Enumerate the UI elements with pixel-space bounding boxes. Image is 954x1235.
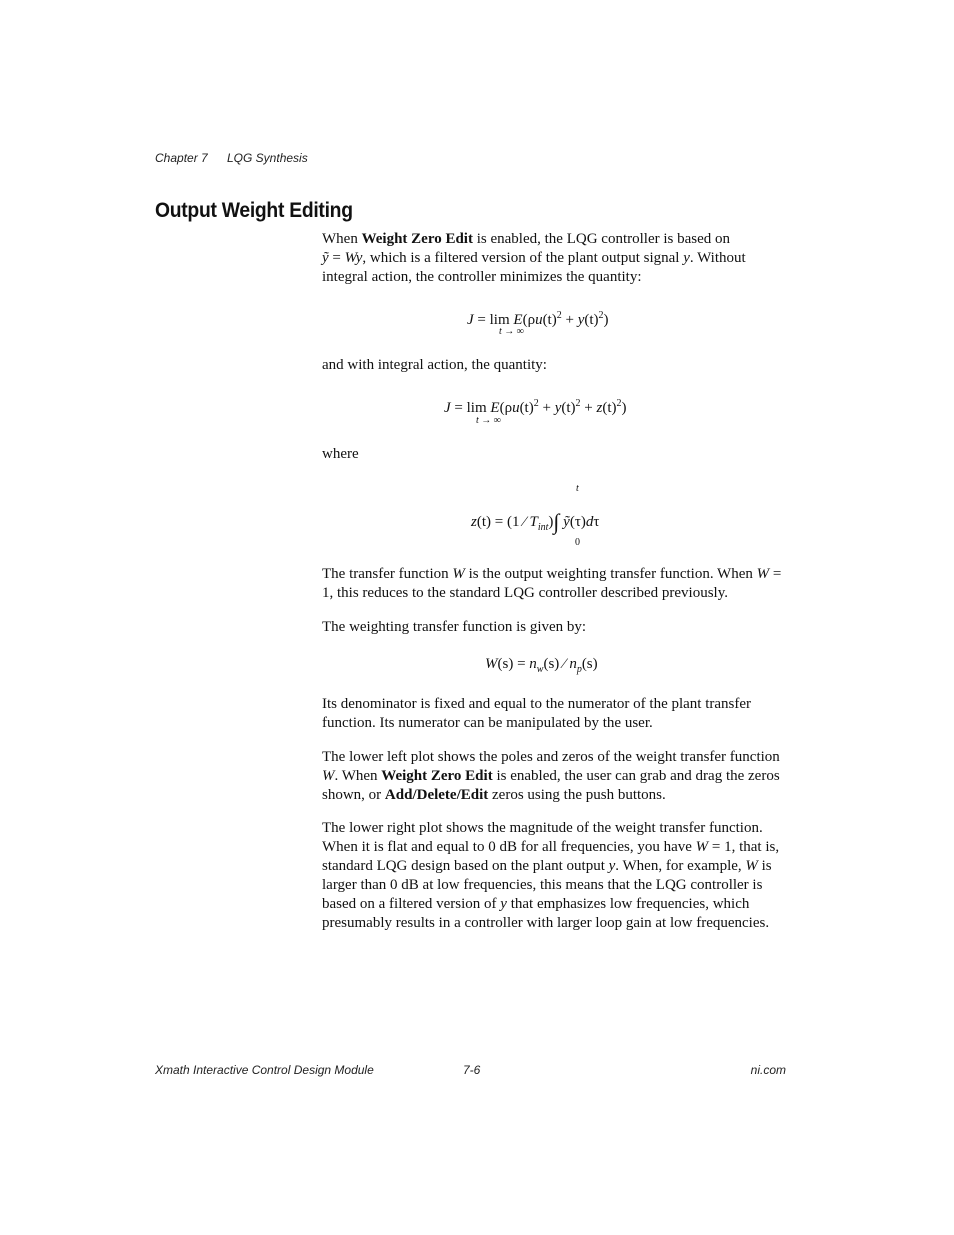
equation-cost-without-integral — [467, 310, 609, 329]
math-sub: int — [537, 522, 549, 533]
math-var: W — [695, 839, 709, 855]
text: is the output weighting transfer function. When — [464, 566, 757, 582]
math-var: z — [596, 400, 603, 416]
paragraph-transfer-function — [322, 565, 790, 603]
math-text: (s) ⁄ — [543, 656, 570, 672]
text: . When, for example, — [615, 858, 746, 874]
math-var: n — [569, 656, 577, 672]
math-var: y — [554, 400, 562, 416]
text: When — [322, 231, 362, 247]
math-var: u — [535, 312, 543, 328]
math-text: (t) — [542, 312, 557, 328]
math-var: z — [471, 514, 477, 530]
text: The transfer function — [322, 566, 453, 582]
math-var: E — [513, 312, 523, 328]
paragraph-denominator: Its denominator is fixed and equal to the numerator of the plant transfer function. Its numerator can be manipulated by the user. — [322, 696, 752, 731]
math-var: W — [322, 768, 335, 784]
equation-z-integral — [471, 506, 599, 533]
math-var: Wy — [344, 250, 363, 266]
math-op: = — [491, 514, 507, 530]
text: = 1, this reduces to the standard LQG controller described previously. — [322, 566, 782, 601]
text: is larger than 0 dB at low frequencies, this means that the LQG controller is based on a filtered version of — [322, 858, 772, 912]
section-title: Output Weight Editing — [155, 199, 353, 222]
paragraph-intro — [322, 230, 790, 287]
math-var: T — [529, 514, 538, 530]
math-var: E — [490, 400, 500, 416]
paragraph-weighting-given: The weighting transfer function is given by: — [322, 619, 587, 635]
header-chapter: Chapter 7 — [155, 151, 208, 165]
footer-website-link[interactable]: ni.com — [750, 1063, 786, 1077]
math-var: y — [683, 250, 690, 266]
math-text: τ — [593, 514, 600, 530]
math-var: J — [444, 400, 451, 416]
paragraph-lower-left-plot — [322, 748, 790, 805]
math-op: + — [580, 400, 597, 416]
text: is enabled, the user can grab and drag the zeros shown, or — [322, 768, 780, 803]
math-var: n — [529, 656, 537, 672]
math-sup: 2 — [616, 398, 622, 409]
math-text: (t) — [602, 400, 617, 416]
text: The lower left plot shows the poles and zeros of the weight transfer function — [322, 749, 780, 765]
paragraph-integral-intro: and with integral action, the quantity: — [322, 357, 547, 373]
math-text: (s) — [497, 656, 514, 672]
paragraph-lower-right-plot — [322, 819, 790, 933]
math-text: (s) — [581, 656, 598, 672]
math-op: = — [450, 400, 467, 416]
math-text: (t) — [519, 400, 534, 416]
math-text: (1 ⁄ — [506, 514, 530, 530]
text: = — [328, 250, 345, 266]
math-text: ) — [621, 400, 627, 416]
math-sub: w — [536, 664, 544, 675]
math-text: (t) — [476, 514, 492, 530]
footer-manual-title: Xmath Interactive Control Design Module — [155, 1063, 374, 1077]
math-var: y — [577, 312, 585, 328]
limit-subscript: t → ∞ — [499, 326, 524, 337]
text: The lower right plot shows the magnitude of the weight transfer function. When it is flat and equal to 0 dB for all frequencies, you have — [322, 820, 763, 855]
text: zeros using the push buttons. — [488, 787, 666, 803]
text: . When — [334, 768, 382, 784]
paragraph-where: where — [322, 446, 359, 462]
bold-term: Weight Zero Edit — [381, 768, 493, 784]
integral-upper-limit: t — [576, 483, 579, 494]
text: , which is a filtered version of the plant output signal — [362, 250, 684, 266]
limit-subscript: t → ∞ — [476, 415, 501, 426]
bold-term: Add/Delete/Edit — [384, 787, 489, 803]
math-lim: lim — [466, 400, 487, 416]
integral-lower-limit: 0 — [575, 537, 580, 548]
equation-cost-with-integral — [444, 398, 627, 417]
math-var: W — [452, 566, 465, 582]
bold-term: Weight Zero Edit — [361, 231, 473, 247]
math-text: (ρ — [499, 400, 513, 416]
math-var: J — [467, 312, 474, 328]
math-text: (t) — [584, 312, 599, 328]
math-op: = — [473, 312, 490, 328]
math-sub: p — [576, 664, 582, 675]
math-sup: 2 — [556, 310, 562, 321]
math-var: W — [756, 566, 770, 582]
math-var: u — [512, 400, 520, 416]
math-op: + — [561, 312, 578, 328]
text: is enabled, the LQG controller is based on — [472, 231, 730, 247]
text: . Without integral action, the controller minimizes the quantity: — [322, 250, 746, 285]
math-op: + — [538, 400, 555, 416]
footer-page-number: 7-6 — [463, 1063, 481, 1077]
math-var: y — [608, 858, 616, 874]
math-text: (t) — [561, 400, 576, 416]
math-sup: 2 — [533, 398, 539, 409]
math-text: ) — [603, 312, 609, 328]
text: that emphasizes low frequencies, which presumably results in a controller with larger loop gain at low frequencies. — [322, 896, 770, 931]
integral-sign: ∫ — [553, 509, 560, 534]
text: = 1, that is, standard LQG design based on the plant output — [322, 839, 780, 874]
header-title: LQG Synthesis — [227, 151, 308, 165]
math-var: ỹ — [322, 250, 329, 266]
math-var: d — [585, 514, 594, 530]
math-var: y — [500, 896, 507, 912]
math-text: ) — [548, 514, 554, 530]
math-sup: 2 — [598, 310, 604, 321]
math-lim: lim — [489, 312, 510, 328]
math-text: (ρ — [522, 312, 536, 328]
math-var: W — [485, 656, 498, 672]
math-sup: 2 — [575, 398, 581, 409]
math-var: W — [745, 858, 758, 874]
math-var: ỹ — [563, 514, 570, 530]
equation-weight-transfer — [485, 656, 598, 675]
math-op: = — [513, 656, 530, 672]
math-text: (τ) — [569, 514, 586, 530]
